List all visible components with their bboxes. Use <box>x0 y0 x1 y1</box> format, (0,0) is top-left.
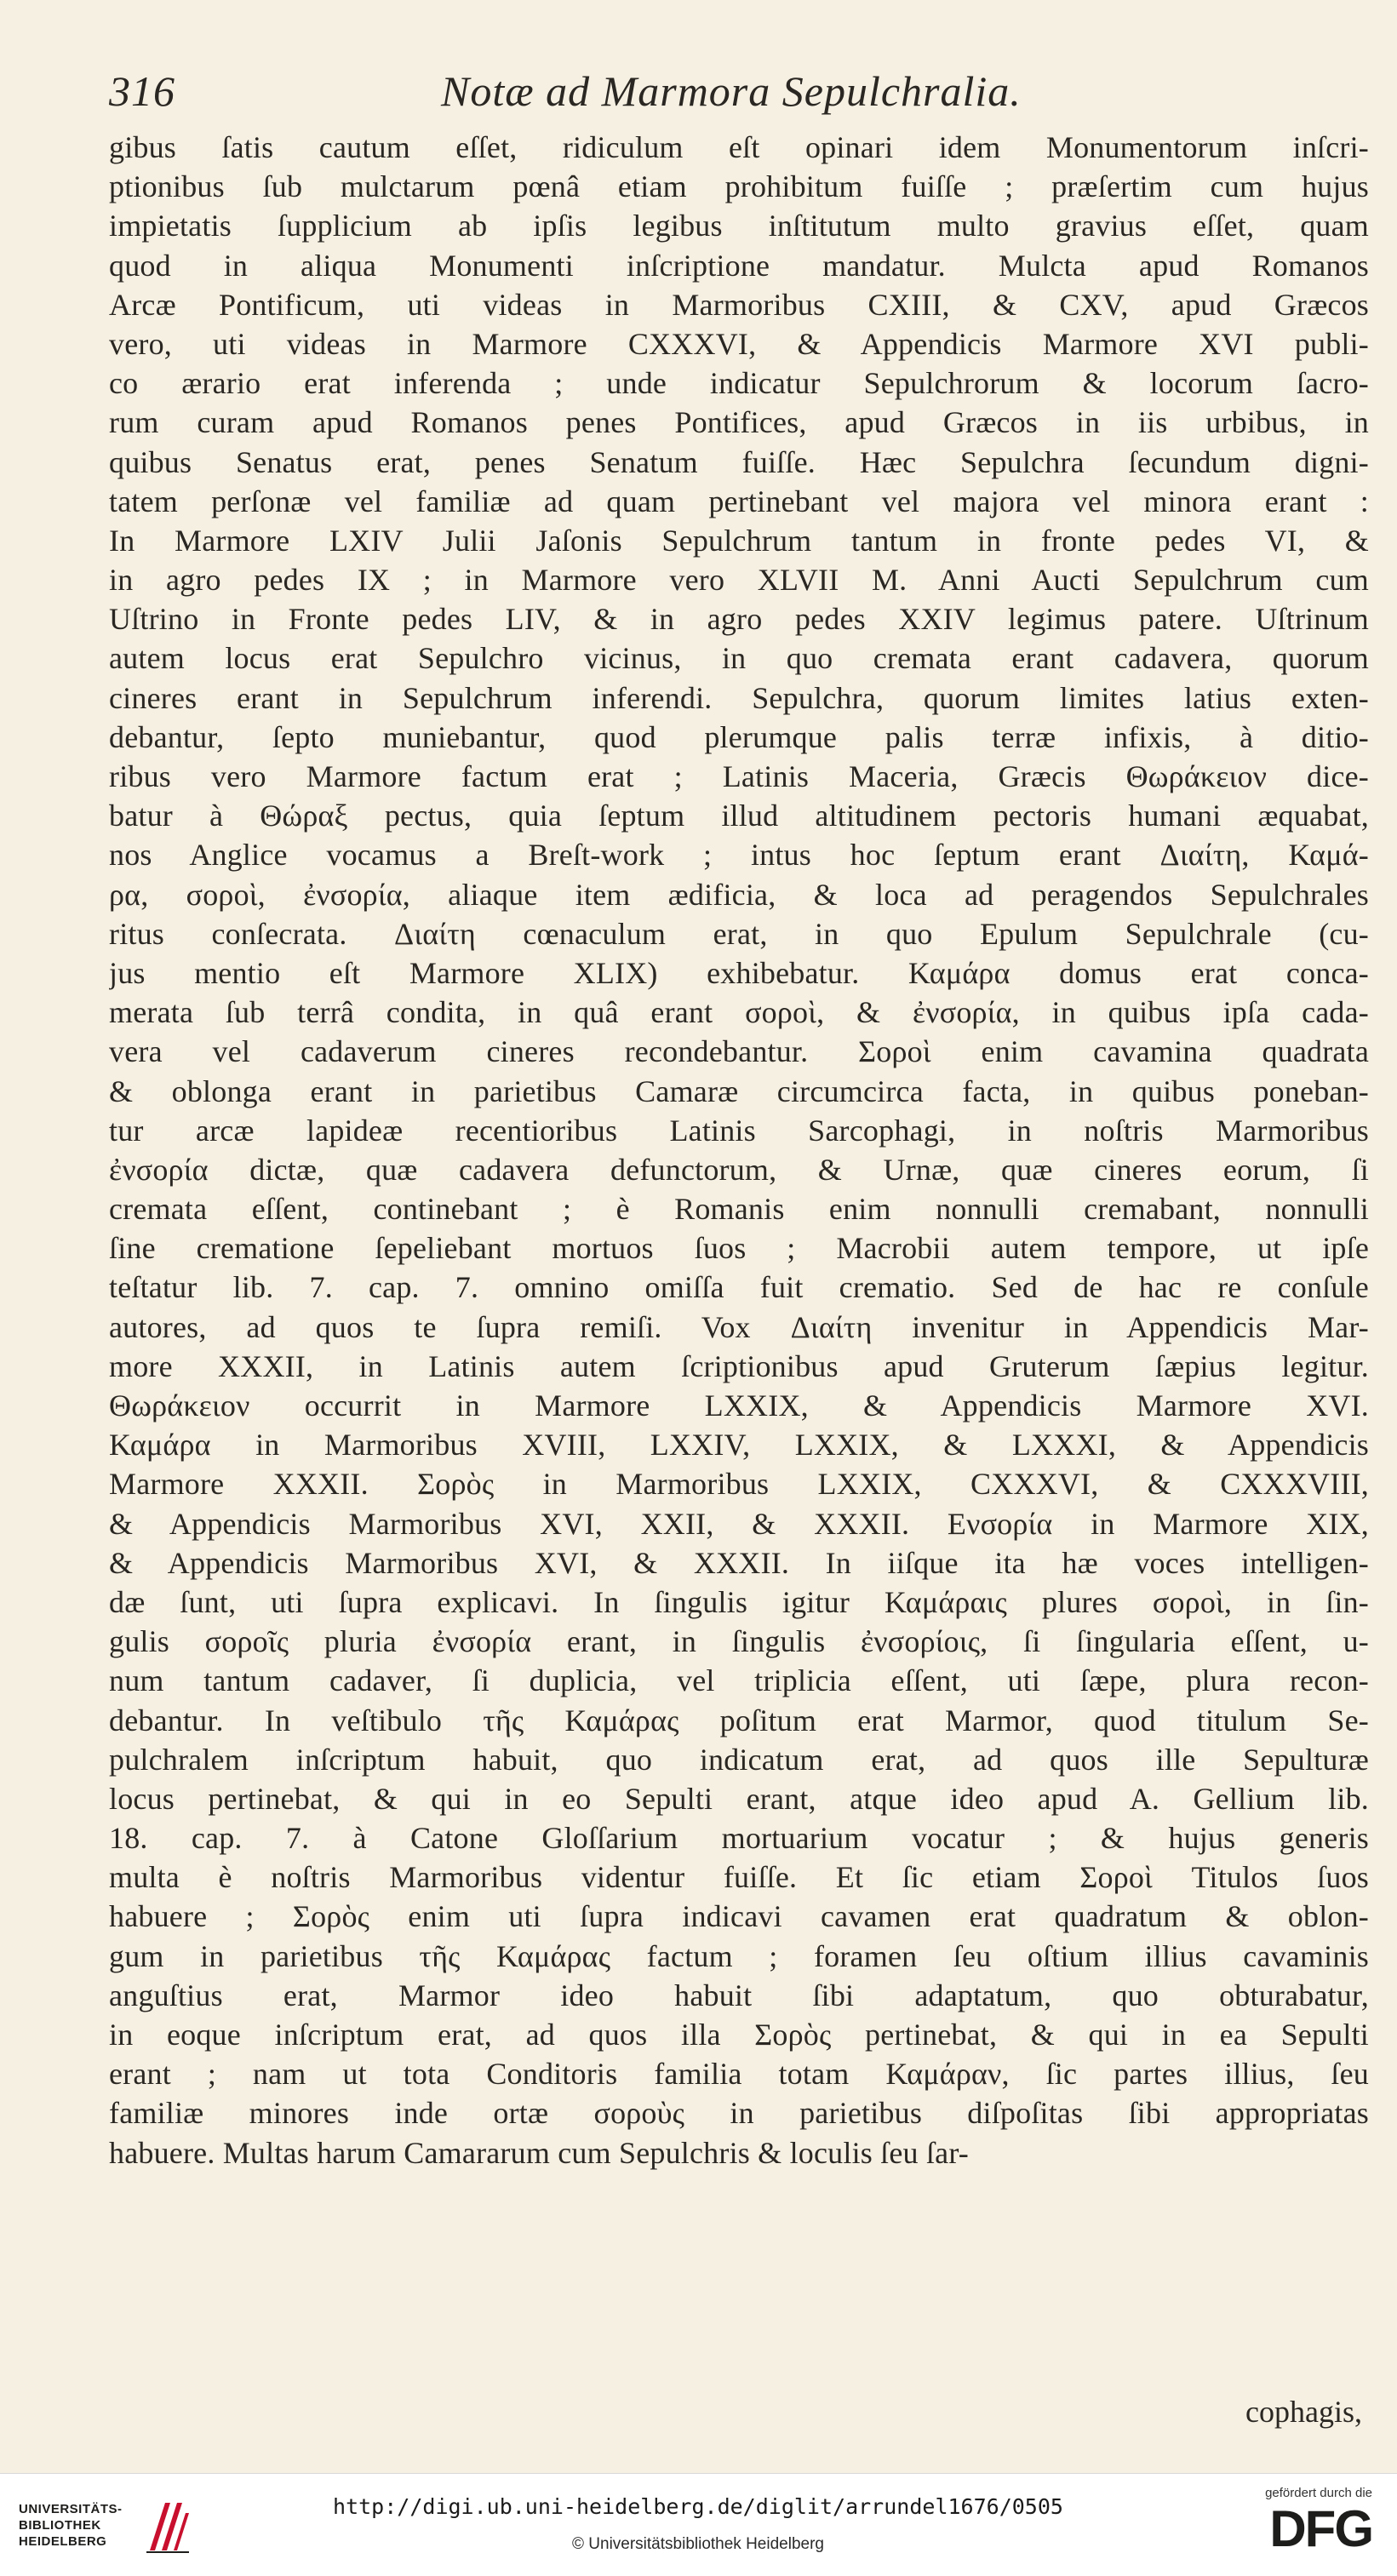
text-line: dæ ſunt, uti ſupra explicavi. In ſingulis igitur Καμάραις plures σοροὶ, in ſin- <box>109 1584 1369 1619</box>
text-line: vero, uti videas in Marmore CXXXVI, & Appendicis Marmore XVI publi- <box>109 326 1369 361</box>
library-logo-icon <box>143 2496 192 2556</box>
running-title: Notæ ad Marmora Sepulchralia. <box>441 67 1022 115</box>
text-line: Uſtrino in Fronte pedes LIV, & in agro pedes XXIV legimus patere. Uſtrinum <box>109 602 1369 637</box>
text-line: more XXXII, in Latinis autem ſcriptionibus apud Gruterum ſæpius legitur. <box>109 1348 1369 1383</box>
text-line: Καμάρα in Marmoribus XVIII, LXXIV, LXXIX, & LXXXI, & Appendicis <box>109 1428 1369 1463</box>
text-line: batur à Θώραξ pectus, quia ſeptum illud altitudinem pectoris humani æquabat, <box>109 799 1369 833</box>
text-line: ribus vero Marmore factum erat ; Latinis Maceria, Græcis Θωράκειον dice- <box>109 759 1369 793</box>
viewer-footer <box>0 2473 1397 2576</box>
text-line: anguſtius erat, Marmor ideo habuit ſibi adaptatum, quo obturabatur, <box>109 1978 1369 2012</box>
text-line: locus pertinebat, & qui in eo Sepulti erant, atque ideo apud A. Gellium lib. <box>109 1781 1369 1816</box>
text-line: debantur, ſepto muniebantur, quod plerumque palis terræ infixis, à ditio- <box>109 719 1369 754</box>
text-line: nos Anglice vocamus a Breſt-work ; intus hoc ſeptum erant Διαίτη, Καμά- <box>109 838 1369 873</box>
text-line: ritus conſecrata. Διαίτη cœnaculum erat, in quo Epulum Sepulchrale (cu- <box>109 916 1369 951</box>
text-line: debantur. In veſtibulo τῆς Καμάρας poſitum erat Marmor, quod titulum Se- <box>109 1703 1369 1737</box>
text-line: & Appendicis Marmoribus XVI, & XXXII. In iiſque ita hæ voces intelligen- <box>109 1545 1369 1580</box>
library-name-line: BIBLIOTHEK <box>19 2518 101 2533</box>
text-line: cremata eſſent, continebant ; è Romanis enim nonnulli cremabant, nonnulli <box>109 1192 1369 1227</box>
text-line: pulchralem inſcriptum habuit, quo indicatum erat, ad quos ille Sepulturæ <box>109 1742 1369 1777</box>
text-line: vera vel cadaverum cineres recondebantur. Σοροὶ enim cavamina quadrata <box>109 1034 1369 1069</box>
text-line: quod in aliqua Monumenti inſcriptione mandatur. Mulcta apud Romanos <box>109 248 1369 283</box>
text-line: In Marmore LXIV Julii Jaſonis Sepulchrum tantum in fronte pedes VI, & <box>109 523 1369 558</box>
text-line: tur arcæ lapideæ recentioribus Latinis Sarcophagi, in noſtris Marmoribus <box>109 1113 1369 1148</box>
text-line: & oblonga erant in parietibus Camaræ circumcirca facta, in quibus poneban- <box>109 1073 1369 1108</box>
text-line: familiæ minores inde ortæ σοροὺς in parietibus diſpoſitas ſibi appropriatas <box>109 2096 1369 2131</box>
library-name-line: HEIDELBERG <box>19 2534 107 2549</box>
text-line: impietatis ſupplicium ab ipſis legibus inſtitutum multo gravius eſſet, quam <box>109 209 1369 243</box>
text-line: co ærario erat inferenda ; unde indicatur Sepulchrorum & locorum ſacro- <box>109 366 1369 401</box>
text-line: & Appendicis Marmoribus XVI, XXII, & XXXII. Ενσορία in Marmore XIX, <box>109 1506 1369 1541</box>
text-line: in eoque inſcriptum erat, ad quos illa Σορὸς pertinebat, & qui in ea Sepulti <box>109 2018 1369 2052</box>
page-number: 316 <box>109 67 175 115</box>
text-line: habuere. Multas harum Camararum cum Sepulchris & loculis ſeu ſar- <box>109 2135 969 2170</box>
text-line: 18. cap. 7. à Catone Gloſſarium mortuarium vocatur ; & hujus generis <box>109 1821 1369 1856</box>
text-line: quibus Senatus erat, penes Senatum fuiſſe. Hæc Sepulchra ſecundum digni- <box>109 444 1369 479</box>
text-line: gum in parietibus τῆς Καμάρας factum ; foramen ſeu oſtium illius cavaminis <box>109 1938 1369 1973</box>
text-line: gulis σοροῖς pluria ἐνσορία erant, in ſingulis ἐνσορίοις, ſi ſingularia eſſent, u- <box>109 1624 1369 1659</box>
text-line: gibus ſatis cautum eſſet, ridiculum eſt opinari idem Monumentorum inſcri- <box>109 130 1369 164</box>
body-text <box>109 128 1369 2172</box>
text-line: ἐνσορία dictæ, quæ cadavera defunctorum, & Urnæ, quæ cineres eorum, ſi <box>109 1152 1369 1187</box>
text-line: Marmore XXXII. Σορὸς in Marmoribus LXXIX, CXXXVI, & CXXXVIII, <box>109 1467 1369 1502</box>
text-line: autores, ad quos te ſupra remiſi. Vox Διαίτη invenitur in Appendicis Mar- <box>109 1309 1369 1344</box>
text-line: num tantum cadaver, ſi duplicia, vel triplicia eſſent, uti ſæpe, plura recon- <box>109 1663 1369 1698</box>
text-line: tatem perſonæ vel familiæ ad quam pertinebant vel majora vel minora erant : <box>109 484 1369 518</box>
text-line: Θωράκειον occurrit in Marmore LXXIX, & Appendicis Marmore XVI. <box>109 1388 1369 1423</box>
text-line: merata ſub terrâ condita, in quâ erant σοροὶ, & ἐνσορία, in quibus ipſa cada- <box>109 995 1369 1030</box>
dfg-logo: DFG <box>1269 2500 1372 2557</box>
text-line: multa è noſtris Marmoribus videntur fuiſſe. Et ſic etiam Σοροὶ Titulos ſuos <box>109 1860 1369 1895</box>
text-line: rum curam apud Romanos penes Pontifices, apud Græcos in iis urbibus, in <box>109 405 1369 440</box>
copyright-notice: © Universitätsbibliothek Heidelberg <box>572 2535 824 2553</box>
funder-label: gefördert durch die <box>1265 2486 1372 2500</box>
funder-block <box>1226 2486 1379 2555</box>
page-header <box>109 66 1369 126</box>
text-line: habuere ; Σορὸς enim uti ſupra indicavi cavamen erat quadratum & oblon- <box>109 1899 1369 1934</box>
text-line: ptionibus ſub mulctarum pœnâ etiam prohibitum fuiſſe ; præſertim cum hujus <box>109 169 1369 204</box>
library-name <box>19 2501 138 2550</box>
library-name-line: UNIVERSITÄTS- <box>19 2502 123 2516</box>
text-line: autem locus erat Sepulchro vicinus, in quo cremata erant cadavera, quorum <box>109 641 1369 676</box>
text-line: erant ; nam ut tota Conditoris familia totam Καμάραν, ſic partes illius, ſeu <box>109 2057 1369 2092</box>
text-line: ſine crematione ſepeliebant mortuos ſuos ; Macrobii autem tempore, ut ipſe <box>109 1231 1369 1266</box>
text-line: cineres erant in Sepulchrum inferendi. Sepulchra, quorum limites latius exten- <box>109 680 1369 715</box>
text-line: jus mentio eſt Marmore XLIX) exhibebatur. Καμάρα domus erat conca- <box>109 955 1369 990</box>
text-line: Arcæ Pontificum, uti videas in Marmoribus CXIII, & CXV, apud Græcos <box>109 287 1369 322</box>
text-line: teſtatur lib. 7. cap. 7. omnino omiſſa fuit crematio. Sed de hac re conſule <box>109 1270 1369 1305</box>
text-line: in agro pedes IX ; in Marmore vero XLVII M. Anni Aucti Sepulchrum cum <box>109 563 1369 598</box>
catchword: cophagis, <box>1245 2395 1362 2429</box>
text-line: ρα, σοροὶ, ἐνσορία, aliaque item ædificia, & loca ad peragendos Sepulchrales <box>109 877 1369 912</box>
permalink-url[interactable]: http://digi.ub.uni-heidelberg.de/diglit/arrundel1676/0505 <box>333 2494 1063 2519</box>
